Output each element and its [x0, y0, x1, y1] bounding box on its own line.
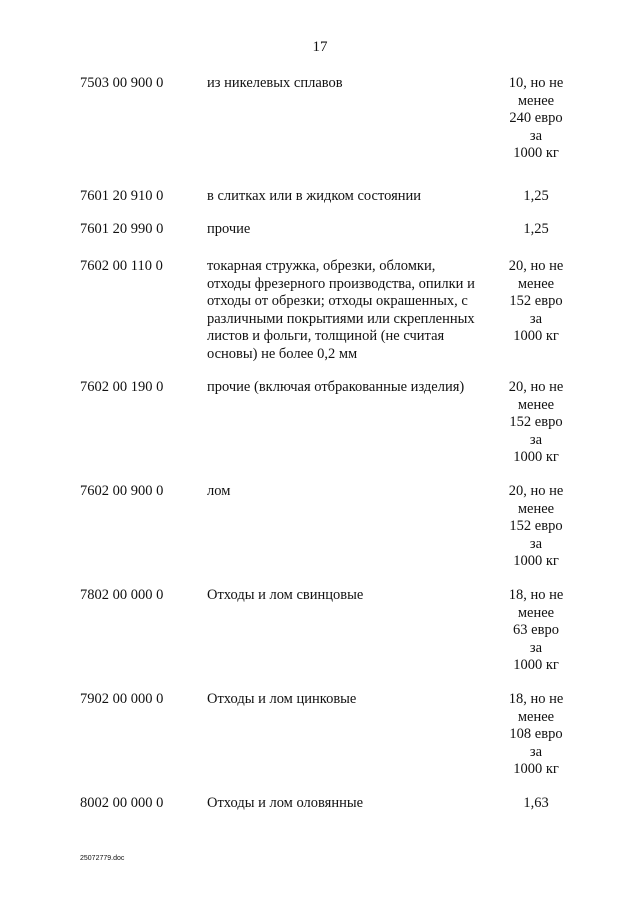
- rate-line: 152 евро: [509, 414, 563, 430]
- description-line: основы) не более 0,2 мм: [207, 345, 358, 362]
- table-row: [0, 75, 640, 188]
- description-line: прочие: [207, 221, 251, 237]
- rate-line: 108 евро: [509, 726, 563, 742]
- rate-line: 20, но не: [508, 258, 564, 274]
- description-line: Отходы и лом оловянные: [207, 795, 364, 811]
- rate-line: 152 евро: [509, 293, 563, 309]
- commodity-code: 7602 00 190 0: [80, 379, 164, 395]
- table-row: [0, 188, 640, 221]
- description-line: отходы от обрезки; отходы окрашенных, с: [207, 293, 468, 309]
- rate-line: 1,25: [523, 188, 549, 204]
- description-line: листов и фольги, толщиной (не считая: [207, 328, 445, 344]
- commodity-description: [207, 221, 497, 239]
- rate-line: за: [529, 127, 543, 144]
- page-number: 17: [312, 39, 328, 55]
- table-row: [0, 379, 640, 483]
- commodity-description: [207, 587, 497, 605]
- rate-line: 63 евро: [513, 622, 559, 638]
- commodity-description: [207, 188, 497, 206]
- rate-line: менее: [517, 604, 555, 621]
- rate-line: 18, но не: [508, 587, 564, 603]
- rate-line: 20, но не: [508, 483, 564, 499]
- rate-line: 1000 кг: [513, 761, 559, 777]
- duty-rate: [500, 75, 572, 163]
- rate-line: за: [529, 535, 543, 552]
- commodity-code: 7902 00 000 0: [80, 691, 164, 707]
- rate-line: менее: [517, 708, 555, 725]
- rate-line: менее: [517, 92, 555, 109]
- description-line: в слитках или в жидком состоянии: [207, 188, 422, 204]
- rate-line: 240 евро: [509, 110, 563, 126]
- table-row: [0, 258, 640, 379]
- table-row: [0, 587, 640, 691]
- rate-line: менее: [517, 396, 555, 413]
- commodity-code: 7601 20 990 0: [80, 221, 164, 237]
- rate-line: 1000 кг: [513, 328, 559, 344]
- rate-line: 1,63: [523, 795, 549, 811]
- duty-rate: [500, 188, 572, 206]
- table-row: [0, 221, 640, 258]
- table-row: [0, 483, 640, 587]
- description-line: лом: [207, 483, 231, 499]
- description-line: Отходы и лом свинцовые: [207, 587, 364, 603]
- rate-line: за: [529, 431, 543, 448]
- commodity-code: 7602 00 110 0: [80, 258, 163, 274]
- duty-rate: [500, 483, 572, 571]
- rate-line: 1000 кг: [513, 553, 559, 569]
- rate-line: менее: [517, 500, 555, 517]
- commodity-code: 7802 00 000 0: [80, 587, 164, 603]
- duty-rate: [500, 221, 572, 239]
- commodity-description: [207, 379, 497, 397]
- commodity-code: 7602 00 900 0: [80, 483, 164, 499]
- commodity-code: 7601 20 910 0: [80, 188, 164, 204]
- description-line: различными покрытиями или скрепленных: [207, 310, 475, 327]
- rate-line: 20, но не: [508, 379, 564, 395]
- duty-rate: [500, 587, 572, 675]
- commodity-description: [207, 795, 497, 813]
- commodity-description: [207, 258, 497, 363]
- commodity-code: 7503 00 900 0: [80, 75, 164, 91]
- rate-line: 152 евро: [509, 518, 563, 534]
- commodity-code: 8002 00 000 0: [80, 795, 164, 811]
- commodity-description: [207, 75, 497, 93]
- description-line: из никелевых сплавов: [207, 75, 343, 91]
- rate-line: за: [529, 743, 543, 760]
- duty-rate: [500, 691, 572, 779]
- rate-line: за: [529, 639, 543, 656]
- duty-rate: [500, 379, 572, 467]
- description-line: прочие (включая отбракованные изделия): [207, 379, 465, 395]
- rate-line: 1000 кг: [513, 657, 559, 673]
- description-line: отходы фрезерного производства, опилки и: [207, 275, 475, 292]
- rate-line: за: [529, 310, 543, 327]
- rate-line: 1000 кг: [513, 449, 559, 465]
- table-row: [0, 691, 640, 795]
- description-line: токарная стружка, обрезки, обломки,: [207, 258, 436, 274]
- rate-line: 1000 кг: [513, 145, 559, 161]
- table-row: [0, 795, 640, 825]
- rate-line: менее: [517, 275, 555, 292]
- tariff-table: [0, 75, 640, 825]
- document-filename: 25072779.doc: [80, 855, 125, 862]
- rate-line: 10, но не: [508, 75, 564, 91]
- duty-rate: [500, 258, 572, 346]
- rate-line: 18, но не: [508, 691, 564, 707]
- commodity-description: [207, 483, 497, 501]
- commodity-description: [207, 691, 497, 709]
- duty-rate: [500, 795, 572, 813]
- description-line: Отходы и лом цинковые: [207, 691, 357, 707]
- rate-line: 1,25: [523, 221, 549, 237]
